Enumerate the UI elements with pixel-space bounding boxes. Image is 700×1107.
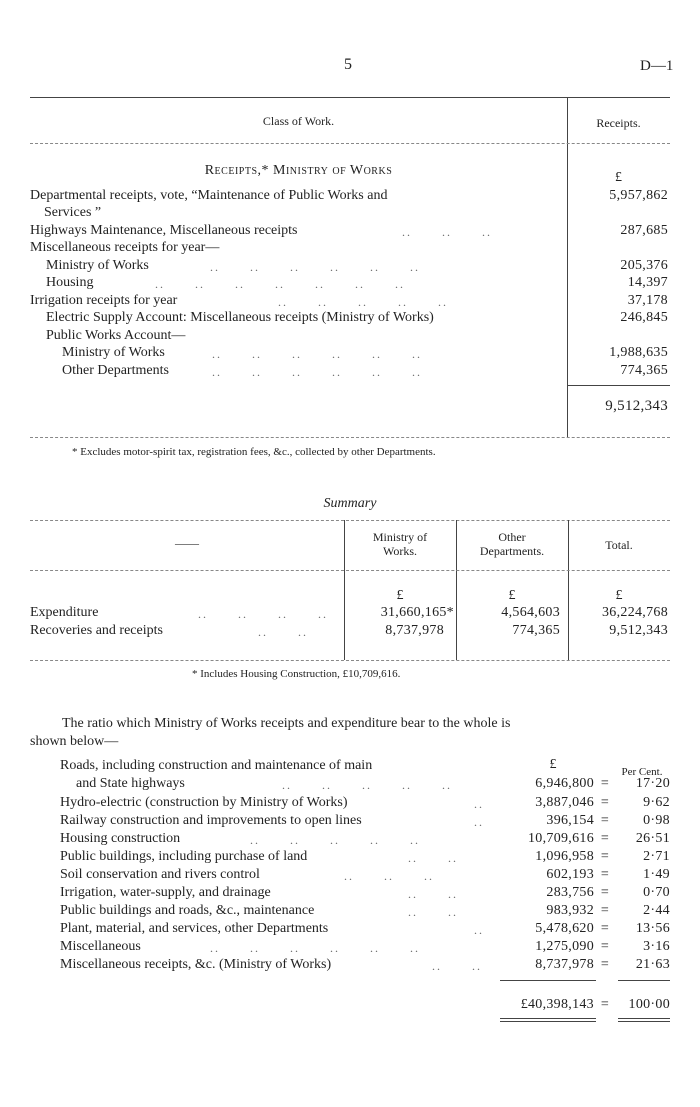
leader-dots: .. .. .. .. .. .. [212, 347, 422, 361]
ratio-equals: = [600, 903, 610, 918]
receipt-row-value: 1,988,635 [609, 345, 668, 360]
ratio-equals: = [600, 957, 610, 972]
ratio-row-label: Railway construction and improvements to open lines [60, 813, 362, 828]
summary-top-rule [30, 520, 670, 521]
ratio-percent: 17·20 [635, 776, 670, 791]
summary-row-label: Expenditure [30, 605, 99, 620]
ratio-percent: 13·56 [635, 921, 670, 936]
ratio-amount: 283,756 [546, 885, 594, 900]
receipt-row-label: Other Departments [62, 363, 169, 378]
percent-subtotal-rule [618, 980, 670, 981]
leader-dots: .. .. .. [344, 869, 434, 883]
section-title: Receipts,* Ministry of Works [204, 163, 393, 178]
receipt-row-label: Public Works Account— [46, 328, 186, 343]
ratio-amount: 983,932 [546, 903, 594, 918]
ratio-intro-cont: shown below— [30, 734, 119, 749]
leader-dots: .. .. [258, 625, 308, 639]
receipt-row-label: Ministry of Works [46, 258, 149, 273]
ratio-row-label: Miscellaneous [60, 939, 141, 954]
summary-other-value: 774,365 [512, 623, 560, 638]
amount-total-double-rule [500, 1018, 596, 1019]
receipt-row-value: 205,376 [620, 258, 668, 273]
leader-dots: .. [474, 797, 484, 811]
leader-dots: .. [474, 815, 484, 829]
receipt-row-label-cont: Services ” [44, 205, 102, 220]
header-rule [30, 143, 670, 144]
receipts-header: Receipts. [596, 116, 641, 130]
leader-dots: .. .. .. .. .. [250, 833, 420, 847]
page-code: D—1 [640, 58, 674, 74]
leader-dots: .. .. [408, 851, 458, 865]
ratio-amount: 3,887,046 [535, 795, 594, 810]
receipt-row-label: Housing [46, 275, 94, 290]
receipts-footnote: * Excludes motor-spirit tax, registration fees, &c., collected by other Departments. [72, 446, 436, 458]
summary-currency-total: £ [615, 588, 623, 603]
ratio-equals: = [600, 831, 610, 846]
receipt-row-value: 14,397 [627, 275, 668, 290]
ratio-row-label: Irrigation, water-supply, and drainage [60, 885, 271, 900]
summary-mow-header-cont: Works. [382, 544, 418, 558]
leader-dots: .. .. .. .. [198, 607, 328, 621]
summary-mow-value: 31,660,165* [380, 605, 454, 620]
receipt-row-value: 37,178 [627, 293, 668, 308]
ratio-row-label: Miscellaneous receipts, &c. (Ministry of Works) [60, 957, 332, 972]
percent-total-double-rule-2 [618, 1021, 670, 1022]
summary-footnote: * Includes Housing Construction, £10,709,616. [192, 668, 401, 680]
ratio-equals: = [600, 776, 610, 791]
ratio-equals: = [600, 795, 610, 810]
ratio-percent: 3·16 [643, 939, 670, 954]
ratio-row-label: Roads, including construction and maintenance of main [60, 758, 373, 773]
leader-dots: .. [474, 923, 484, 937]
ratio-intro: The ratio which Ministry of Works receipts and expenditure bear to the whole is [62, 716, 511, 731]
ratio-equals: = [600, 813, 610, 828]
summary-blank-header: —— [175, 536, 199, 550]
receipt-row-value: 5,957,862 [609, 188, 668, 203]
ratio-amount: 1,096,958 [535, 849, 594, 864]
leader-dots: .. .. .. .. .. [282, 778, 452, 792]
percent-total-double-rule [618, 1018, 670, 1019]
ratio-row-label: Housing construction [60, 831, 181, 846]
table-bottom-rule [30, 437, 670, 438]
ratio-row-label: Plant, material, and services, other Departments [60, 921, 329, 936]
ratio-amount: 396,154 [546, 813, 594, 828]
class-of-work-header: Class of Work. [262, 114, 335, 128]
receipt-row-value: 774,365 [620, 363, 668, 378]
ratio-row-label: Hydro-electric (construction by Ministry of Works) [60, 795, 348, 810]
summary-total-value: 9,512,343 [609, 623, 668, 638]
ratio-amount: 6,946,800 [535, 776, 594, 791]
ratio-percent: 2·71 [643, 849, 670, 864]
summary-total-value: 36,224,768 [602, 605, 668, 620]
summary-currency-other: £ [508, 588, 516, 603]
ratio-percent: 0·98 [643, 813, 670, 828]
summary-header-rule [30, 570, 670, 571]
receipt-row-label: Departmental receipts, vote, “Maintenance of Public Works and [30, 188, 388, 203]
receipt-row-value: 246,845 [620, 310, 668, 325]
ratio-row-label: Public buildings and roads, &c., maintenance [60, 903, 315, 918]
ratio-amount: 602,193 [546, 867, 594, 882]
leader-dots: .. .. .. .. .. .. .. [155, 277, 405, 291]
summary-bottom-rule [30, 660, 670, 661]
ratio-equals: = [600, 921, 610, 936]
ratio-percent: 0·70 [643, 885, 670, 900]
receipts-total: 9,512,343 [605, 398, 668, 414]
ratio-amount: 5,478,620 [535, 921, 594, 936]
leader-dots: .. .. [408, 905, 458, 919]
ratio-amount: 1,275,090 [535, 939, 594, 954]
summary-other-header-cont: Departments. [479, 544, 545, 558]
receipt-row-label: Electric Supply Account: Miscellaneous receipts (Ministry of Works) [46, 310, 434, 325]
summary-title: Summary [323, 496, 377, 511]
summary-currency-mow: £ [396, 588, 404, 603]
ratio-percent: 2·44 [643, 903, 670, 918]
percent-header: Per Cent. [621, 766, 663, 778]
ratio-total-equals: = [600, 997, 610, 1012]
receipt-row-label: Irrigation receipts for year [30, 293, 178, 308]
receipt-row-label: Ministry of Works [62, 345, 165, 360]
amount-total-double-rule-2 [500, 1021, 596, 1022]
receipt-row-value: 287,685 [620, 223, 668, 238]
leader-dots: .. .. [432, 959, 482, 973]
ratio-equals: = [600, 885, 610, 900]
receipts-currency: £ [615, 170, 622, 185]
ratio-amount: 8,737,978 [535, 957, 594, 972]
leader-dots: .. .. [408, 887, 458, 901]
leader-dots: .. .. .. .. .. .. [210, 260, 420, 274]
leader-dots: .. .. .. .. .. .. [210, 941, 420, 955]
ratio-row-label: Soil conservation and rivers control [60, 867, 260, 882]
ratio-percent: 1·49 [643, 867, 670, 882]
summary-row-label: Recoveries and receipts [30, 623, 163, 638]
summary-mow-header: Ministry of [372, 530, 428, 544]
summary-other-value: 4,564,603 [501, 605, 560, 620]
leader-dots: .. .. .. .. .. .. [212, 365, 422, 379]
ratio-total-amount: £40,398,143 [520, 997, 594, 1012]
ratio-row-label-cont: and State highways [76, 776, 185, 791]
summary-mow-value: 8,737,978 [385, 623, 444, 638]
summary-other-header: Other [498, 530, 526, 544]
leader-dots: .. .. .. .. .. [278, 295, 448, 309]
ratio-equals: = [600, 939, 610, 954]
ratio-equals: = [600, 849, 610, 864]
ratio-row-label: Public buildings, including purchase of land [60, 849, 308, 864]
ratio-percent: 9·62 [643, 795, 670, 810]
table-top-rule [30, 97, 670, 98]
receipt-row-label: Miscellaneous receipts for year— [30, 240, 220, 255]
ratio-amount: 10,709,616 [528, 831, 594, 846]
amount-subtotal-rule [500, 980, 596, 981]
ratio-percent: 26·51 [635, 831, 670, 846]
ratio-percent: 21·63 [635, 957, 670, 972]
page-number: 5 [344, 56, 352, 73]
subtotal-rule [567, 385, 670, 386]
summary-total-header: Total. [605, 538, 633, 552]
ratio-equals: = [600, 867, 610, 882]
ratio-currency: £ [549, 757, 557, 772]
ratio-total-percent: 100·00 [628, 997, 670, 1012]
leader-dots: .. .. .. [402, 225, 492, 239]
receipt-row-label: Highways Maintenance, Miscellaneous receipts [30, 223, 298, 238]
